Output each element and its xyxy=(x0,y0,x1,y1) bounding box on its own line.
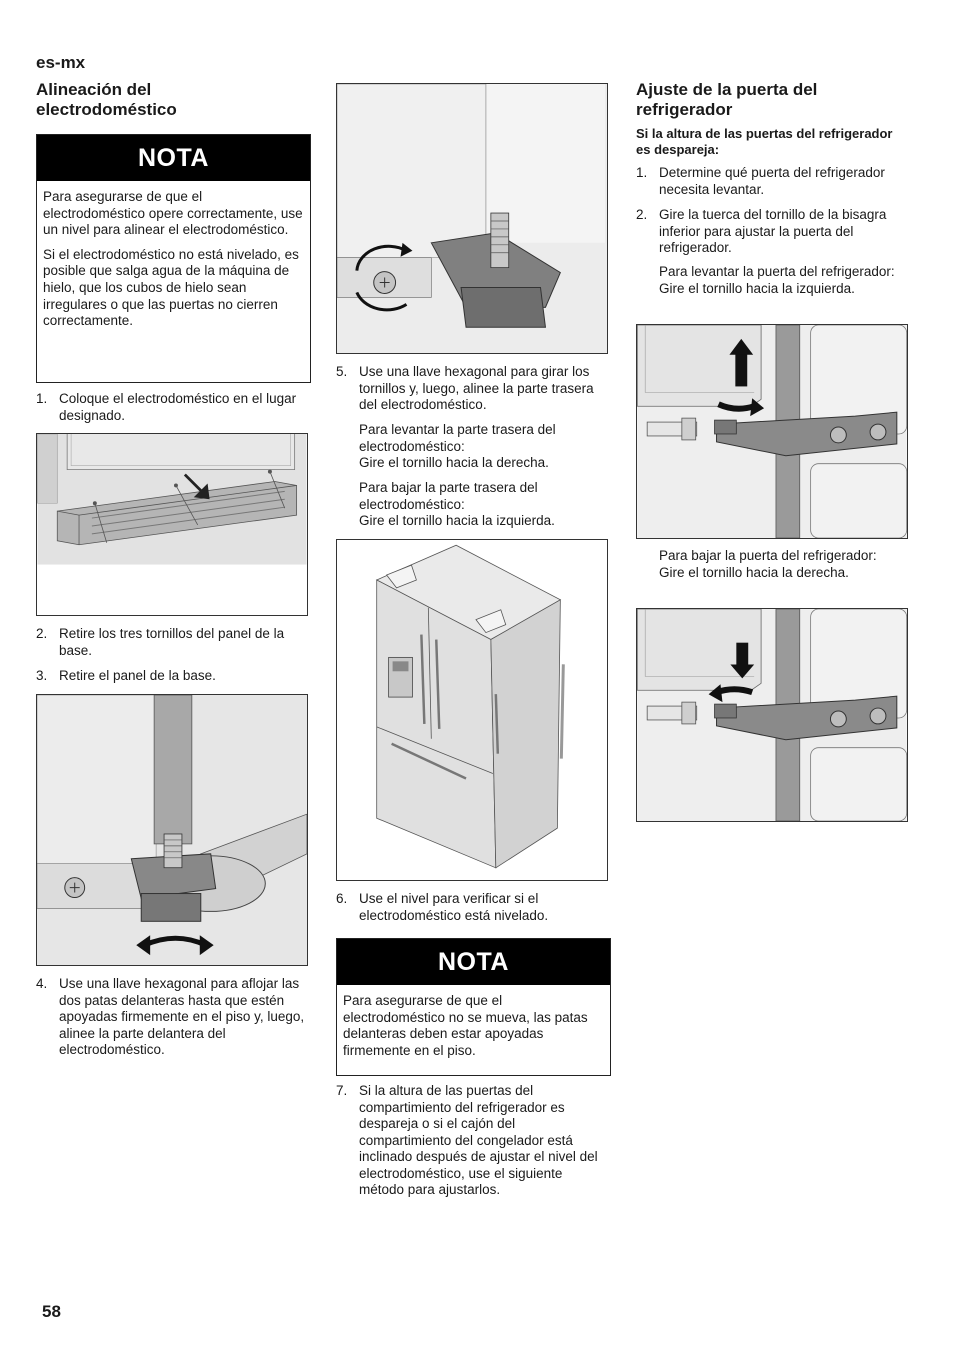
step-list xyxy=(336,891,608,933)
step-list xyxy=(36,626,308,694)
figure-base-panel xyxy=(36,433,308,616)
note-heading: NOTA xyxy=(37,135,310,181)
instruction-lower-rear: Para bajar la parte trasera del electrodoméstico: Gire el tornillo hacia la izquierda. xyxy=(359,480,555,528)
step-item: 5. Use una llave hexagonal para girar los tornillos y, luego, alinee la parte trasera del electrodoméstico. xyxy=(336,364,594,412)
step-item: 3. Retire el panel de la base. xyxy=(36,668,216,683)
language-code: es-mx xyxy=(36,53,86,72)
step-list xyxy=(636,165,908,266)
refrigerator-illustration xyxy=(337,540,607,880)
section-title-door-adjust: Ajuste de la puerta del refrigerador xyxy=(636,80,818,119)
figure-front-leg-wrench xyxy=(36,694,308,966)
note-paragraph: Para asegurarse de que el electrodoméstico opere correctamente, use un nivel para alinear el electrodoméstico. xyxy=(43,189,303,238)
step-list xyxy=(336,1083,608,1208)
hinge-raise-illustration xyxy=(637,325,907,538)
step-list xyxy=(36,391,308,433)
base-panel-illustration xyxy=(37,434,307,615)
page-number: 58 xyxy=(42,1302,61,1321)
step-item: 1. Determine qué puerta del refrigerador necesita levantar. xyxy=(636,165,885,197)
instruction-raise-rear: Para levantar la parte trasera del electrodoméstico: Gire el tornillo hacia la derecha. xyxy=(359,422,556,470)
step-item: 2. Gire la tuerca del tornillo de la bisagra inferior para ajustar la puerta del refrigerador. xyxy=(636,207,887,255)
step-item: 4. Use una llave hexagonal para aflojar las dos patas delanteras hasta que estén apoyadas firmemente en el piso y, luego, alinee la parte delantera del electrodoméstico. xyxy=(36,976,305,1057)
figure-hinge-lower xyxy=(636,608,908,822)
figure-refrigerator xyxy=(336,539,608,881)
note-body xyxy=(37,181,310,338)
rear-leg-illustration xyxy=(337,84,607,353)
note-heading: NOTA xyxy=(337,939,610,985)
note-box-feet xyxy=(336,938,611,1076)
figure-hinge-raise xyxy=(636,324,908,539)
figure-rear-leg-adjust xyxy=(336,83,608,354)
note-paragraph: Si el electrodoméstico no está nivelado, es posible que salga agua de la máquina de hielo, que los cubos de hielo sean irregulares o que las puertas no cierren correctamente. xyxy=(43,246,299,329)
front-leg-illustration xyxy=(37,695,307,965)
hinge-lower-illustration xyxy=(637,609,907,821)
note-body xyxy=(337,985,610,1067)
step-item: 2. Retire los tres tornillos del panel de la base. xyxy=(36,626,285,658)
step-list xyxy=(36,976,308,1068)
section-subtitle: Si la altura de las puertas del refrigerador es despareja: xyxy=(636,126,893,157)
section-title-alignment: Alineación del electrodoméstico xyxy=(36,80,177,119)
instruction-raise-door: Para levantar la puerta del refrigerador: Gire el tornillo hacia la izquierda. xyxy=(659,264,895,296)
step-item: 1. Coloque el electrodoméstico en el lugar designado. xyxy=(36,391,297,423)
step-list xyxy=(336,364,608,423)
note-box-level xyxy=(36,134,311,383)
step-item: 6. Use el nivel para verificar si el electrodoméstico está nivelado. xyxy=(336,891,549,923)
instruction-lower-door: Para bajar la puerta del refrigerador: Gire el tornillo hacia la derecha. xyxy=(659,548,877,580)
note-paragraph: Para asegurarse de que el electrodoméstico no se mueva, las patas delanteras deben estar apoyadas firmemente en el piso. xyxy=(343,993,588,1058)
step-item: 7. Si la altura de las puertas del compartimiento del refrigerador es despareja o si el cajón del compartimiento del congelador está inclinado después de ajustar el nivel del electrodoméstico, use el siguiente método para ajustarlos. xyxy=(336,1083,598,1197)
